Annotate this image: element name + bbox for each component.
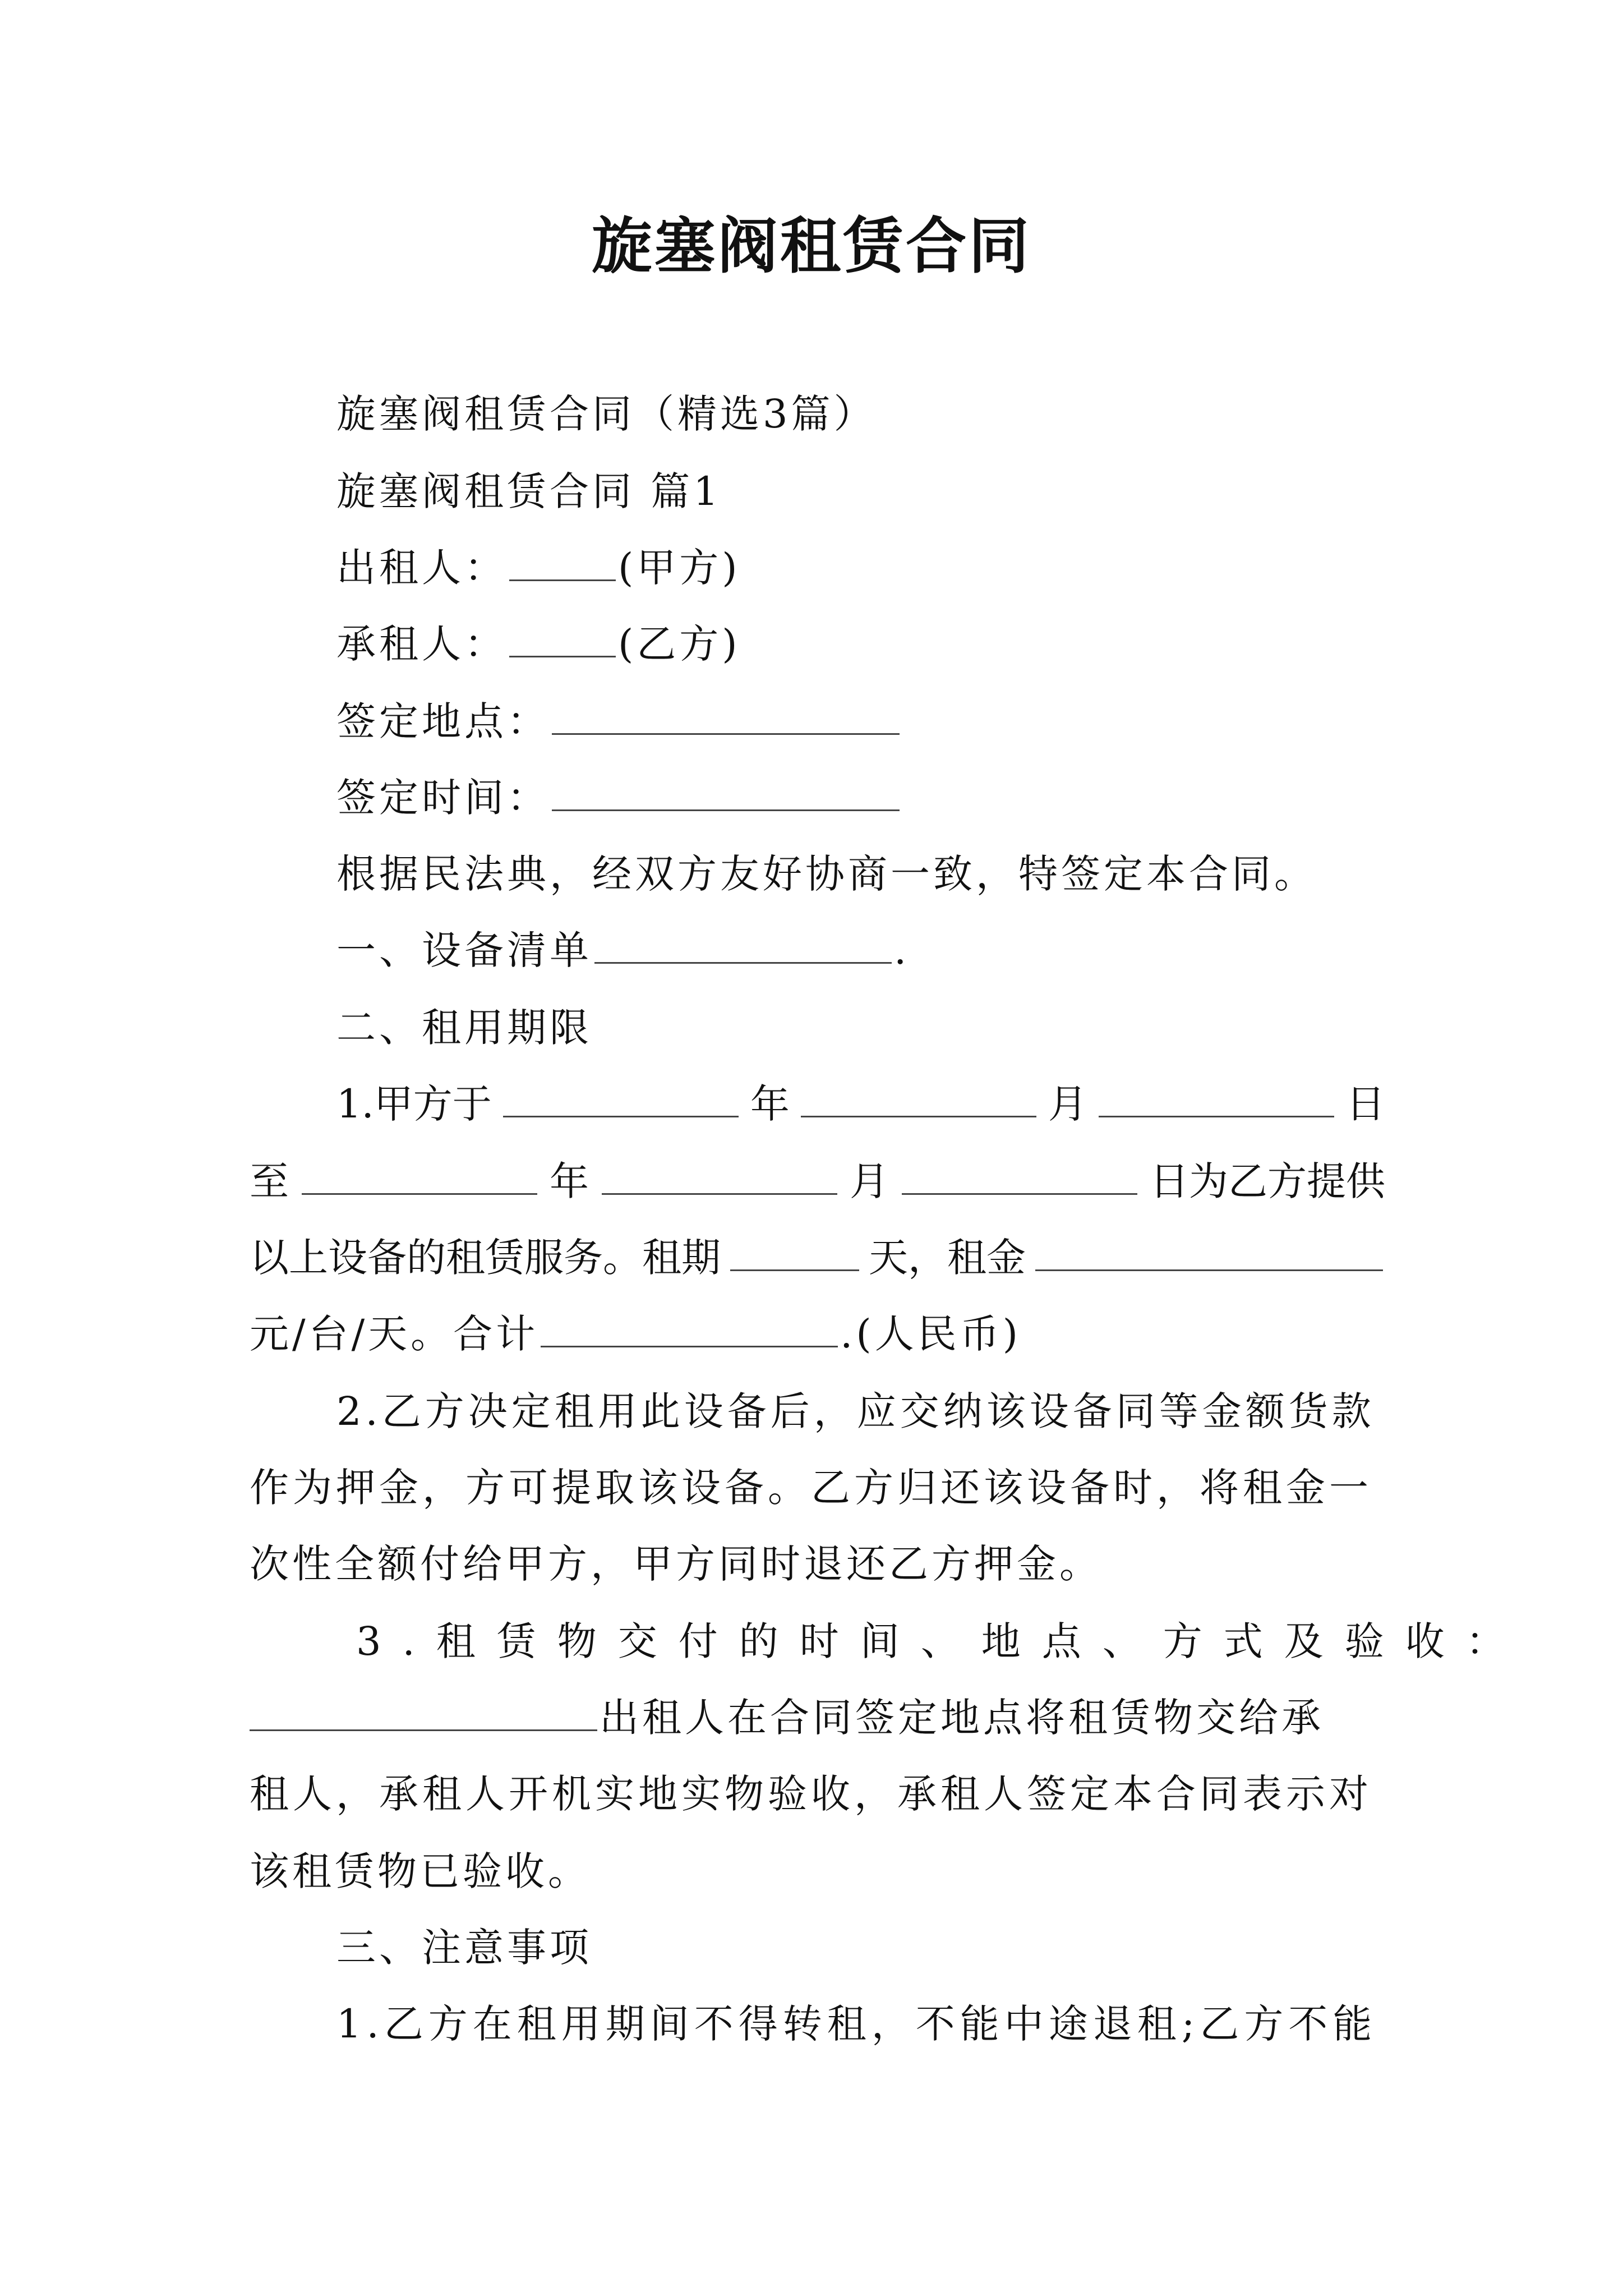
from-month-blank[interactable] (801, 1082, 1036, 1117)
clause-2-line-3: 次性全额付给甲方，甲方同时退还乙方押金。 (250, 1541, 1102, 1587)
month-label: 月 (850, 1158, 889, 1204)
clause-2-line-2: 作为押金，方可提取该设备。乙方归还该设备时，将租金一 (250, 1465, 1372, 1511)
total-label: 元/台/天。合计 (250, 1311, 539, 1357)
term-line-3 (250, 1230, 1385, 1286)
rental-days-blank[interactable] (730, 1236, 859, 1271)
year-label: 年 (750, 1081, 790, 1127)
section-3-heading: 三、注意事项 (336, 1925, 592, 1971)
term-line-2 (250, 1153, 1385, 1209)
notice-1-line-1: 1.乙方在租用期间不得转租，不能中途退租;乙方不能 (336, 2001, 1377, 2047)
basis-paragraph: 根据民法典，经双方友好协商一致，特签定本合同。 (336, 851, 1317, 897)
total-blank[interactable] (541, 1312, 838, 1347)
to-day-blank[interactable] (902, 1159, 1137, 1195)
section-1-heading: 一、设备清单 (336, 927, 592, 973)
clause-3-line-2 (250, 1690, 1324, 1746)
place-line (336, 693, 902, 749)
clause-3-line-3: 租人，承租人开机实地实物验收，承租人签定本合同表示对 (250, 1771, 1372, 1817)
from-day-blank[interactable] (1099, 1082, 1334, 1117)
time-line (336, 770, 902, 826)
to-year-blank[interactable] (302, 1159, 537, 1195)
rent-label: 天，租金 (869, 1235, 1026, 1281)
subtitle: 旋塞阀租赁合同（精选3篇） (336, 391, 877, 437)
month-label: 月 (1048, 1081, 1087, 1127)
equipment-list-blank[interactable] (594, 928, 892, 964)
service-text: 日为乙方提供 (1150, 1158, 1385, 1204)
section-1-line (336, 922, 910, 978)
document-title: 旋塞阀租赁合同 (591, 211, 1031, 282)
lessor-label: 出租人： (336, 545, 507, 591)
lessor-line (336, 540, 741, 596)
time-label: 签定时间： (336, 775, 550, 821)
term-line-1 (336, 1076, 1385, 1132)
section-2-heading: 二、租用期限 (336, 1005, 592, 1051)
clause-3-line-4: 该租赁物已验收。 (250, 1848, 591, 1894)
rental-period-text: 以上设备的租赁服务。租期 (250, 1235, 721, 1281)
place-label: 签定地点： (336, 698, 550, 744)
lessee-line (336, 616, 741, 672)
lessor-blank[interactable] (509, 546, 616, 581)
clause-3-line-1: 3.租赁物交付的时间、地点、方式及验收： (356, 1618, 1527, 1664)
time-blank[interactable] (552, 776, 900, 811)
term-from-label: 1.甲方于 (336, 1081, 492, 1127)
to-month-blank[interactable] (602, 1159, 837, 1195)
delivery-text: 出租人在合同签定地点将租赁物交给承 (600, 1695, 1324, 1741)
currency-note: .(人民币) (840, 1311, 1022, 1357)
to-label: 至 (250, 1158, 289, 1204)
lessee-label: 承租人： (336, 621, 507, 667)
section-1-end: . (894, 927, 910, 973)
year-label: 年 (550, 1158, 589, 1204)
clause-2-line-1: 2.乙方决定租用此设备后，应交纳该设备同等金额货款 (336, 1388, 1375, 1434)
rent-amount-blank[interactable] (1035, 1236, 1383, 1271)
place-blank[interactable] (552, 700, 900, 735)
day-label: 日 (1345, 1081, 1385, 1127)
term-line-4 (250, 1306, 1021, 1362)
part-heading: 旋塞阀租赁合同 篇1 (336, 468, 722, 514)
delivery-blank[interactable] (250, 1696, 597, 1731)
lessee-blank[interactable] (509, 622, 616, 657)
lessor-suffix: (甲方) (618, 545, 741, 591)
from-year-blank[interactable] (503, 1082, 739, 1117)
lessee-suffix: (乙方) (618, 621, 741, 667)
